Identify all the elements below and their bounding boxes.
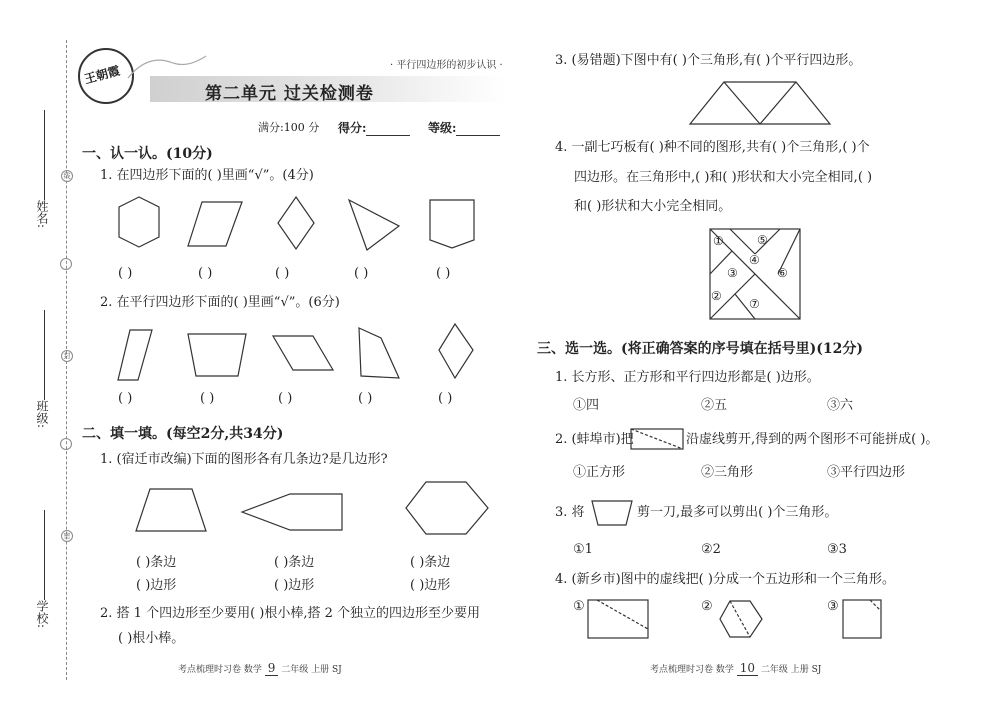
s3-q2-post: 沿虚线剪开,得到的两个图形不可能拼成( )。 [686, 432, 939, 447]
tangram-label-6: ⑥ [777, 266, 788, 280]
section-1-title: 一、认一认。(10分) [82, 146, 213, 162]
name-field[interactable] [44, 110, 45, 200]
s1-q2: 2. 在平行四边形下面的( )里画“√”。(6分) [100, 295, 340, 310]
s2-q1-poly[interactable]: ( )边形 [136, 578, 177, 593]
s2-q1-edges[interactable]: ( )条边 [410, 555, 451, 570]
hexagon-shape [117, 195, 167, 255]
grade-field[interactable] [456, 123, 500, 136]
trapezoid-shape [590, 499, 640, 529]
logo-text: 王朝霞 [82, 63, 122, 87]
score-label: 得分: [338, 120, 410, 136]
section-3-title: 三、选一选。(将正确答案的序号填在括号里)(12分) [537, 341, 863, 357]
grade-label: 等级: [428, 120, 500, 136]
tangram-label-4: ④ [749, 253, 760, 267]
answer-paren[interactable]: ( ) [278, 391, 293, 406]
tangram-label-3: ③ [727, 266, 738, 280]
answer-paren[interactable]: ( ) [354, 266, 369, 281]
class-field[interactable] [44, 310, 45, 400]
parallelogram-shape [186, 200, 246, 260]
school-field[interactable] [44, 510, 45, 600]
s2-q1: 1. (宿迁市改编)下面的图形各有几条边?是几边形? [100, 452, 388, 467]
answer-paren[interactable]: ( ) [118, 391, 133, 406]
s3-q2-opt-2[interactable]: ②三角形 [701, 465, 754, 480]
s3-q4-opt-2[interactable]: ② [701, 599, 713, 614]
section-2-title: 二、填一填。(每空2分,共34分) [82, 426, 284, 442]
rectangle-cut-figure [587, 599, 657, 644]
s1-q1: 1. 在四边形下面的( )里画“√”。(4分) [100, 168, 314, 183]
s2-q2-line1: 2. 搭 1 个四边形至少要用( )根小棒,搭 2 个独立的四边形至少要用 [100, 606, 481, 621]
s3-q3-pre: 3. 将 [555, 505, 585, 520]
rhombus-shape [276, 195, 326, 255]
s3-q2-opt-1[interactable]: ①正方形 [573, 465, 626, 480]
s3-q3-opt-3[interactable]: ③3 [827, 542, 847, 557]
s3-q4-opt-3[interactable]: ③ [827, 599, 839, 614]
rectangle-diagonal-figure [630, 428, 690, 454]
s2-q4-line1: 4. 一副七巧板有( )种不同的图形,共有( )个三角形,( )个 [555, 140, 870, 155]
binding-mark-seal: 封 [61, 350, 73, 362]
s2-q1-edges[interactable]: ( )条边 [274, 555, 315, 570]
parallelogram-shape [116, 328, 166, 388]
s3-q2-pre: 2. (蚌埠市)把 [555, 432, 634, 447]
answer-paren[interactable]: ( ) [438, 391, 453, 406]
footer-right: 考点梳理时习卷 数学 10 二年级 上册 SJ [650, 661, 822, 675]
class-label: 班级: [35, 400, 49, 429]
s3-q2-opt-3[interactable]: ③平行四边形 [827, 465, 906, 480]
page-number-10: 10 [737, 661, 758, 676]
binding-mark-secret: 密 [61, 530, 73, 542]
unit-subtitle: · 平行四边形的初步认识 · [390, 60, 503, 71]
tangram-label-7: ⑦ [749, 297, 760, 311]
footer-left: 考点梳理时习卷 数学 9 二年级 上册 SJ [178, 661, 342, 675]
school-label: 学校: [35, 600, 49, 629]
answer-paren[interactable]: ( ) [198, 266, 213, 281]
answer-paren[interactable]: ( ) [200, 391, 215, 406]
pentagon-house-shape [428, 198, 488, 258]
logo-seal-icon [78, 48, 134, 104]
s2-q4-line2: 四边形。在三角形中,( )和( )形状和大小完全相同,( ) [574, 170, 873, 185]
trapezoid-shape [134, 487, 214, 537]
hexagon-shape [404, 480, 494, 540]
answer-paren[interactable]: ( ) [275, 266, 290, 281]
s3-q1-opt-1[interactable]: ①四 [573, 398, 600, 413]
triangle-shape [347, 198, 407, 258]
hexagon-cut-figure [718, 599, 768, 644]
arrow-pentagon-shape [240, 492, 350, 542]
binding-hole-icon [60, 258, 72, 270]
name-label: 姓名: [35, 200, 49, 229]
s3-q4-opt-1[interactable]: ① [573, 599, 585, 614]
square-cut-figure [842, 599, 892, 644]
s2-q4-line3: 和( )形状和大小完全相同。 [574, 199, 732, 214]
answer-paren[interactable]: ( ) [118, 266, 133, 281]
triangles-parallelogram-figure [688, 80, 848, 130]
page-number-9: 9 [265, 661, 279, 676]
s2-q1-poly[interactable]: ( )边形 [274, 578, 315, 593]
quadrilateral-shape [357, 326, 407, 386]
s3-q1: 1. 长方形、正方形和平行四边形都是( )边形。 [555, 370, 820, 385]
tangram-label-5: ⑤ [757, 233, 768, 247]
answer-paren[interactable]: ( ) [358, 391, 373, 406]
s2-q1-poly[interactable]: ( )边形 [410, 578, 451, 593]
s3-q3-post: 剪一刀,最多可以剪出( )个三角形。 [637, 505, 838, 520]
binding-mark-line: 线 [61, 170, 73, 182]
s3-q3-opt-1[interactable]: ①1 [573, 542, 593, 557]
binding-hole-icon [60, 438, 72, 450]
page-title: 第二单元 过关检测卷 [205, 84, 374, 104]
s3-q1-opt-3[interactable]: ③六 [827, 398, 854, 413]
s2-q2-line2: ( )根小棒。 [118, 631, 185, 646]
s3-q1-opt-2[interactable]: ②五 [701, 398, 728, 413]
tangram-label-2: ② [711, 289, 722, 303]
tangram-label-1: ① [713, 234, 724, 248]
answer-paren[interactable]: ( ) [436, 266, 451, 281]
s2-q3: 3. (易错题)下图中有( )个三角形,有( )个平行四边形。 [555, 53, 862, 68]
s3-q3-opt-2[interactable]: ②2 [701, 542, 721, 557]
s3-q4: 4. (新乡市)图中的虚线把( )分成一个五边形和一个三角形。 [555, 572, 895, 587]
rhombus-shape [437, 322, 487, 382]
score-field[interactable] [366, 123, 410, 136]
parallelogram-shape [271, 334, 341, 394]
s2-q1-edges[interactable]: ( )条边 [136, 555, 177, 570]
trapezoid-shape [186, 332, 256, 392]
full-score: 满分:100 分 [258, 121, 320, 134]
